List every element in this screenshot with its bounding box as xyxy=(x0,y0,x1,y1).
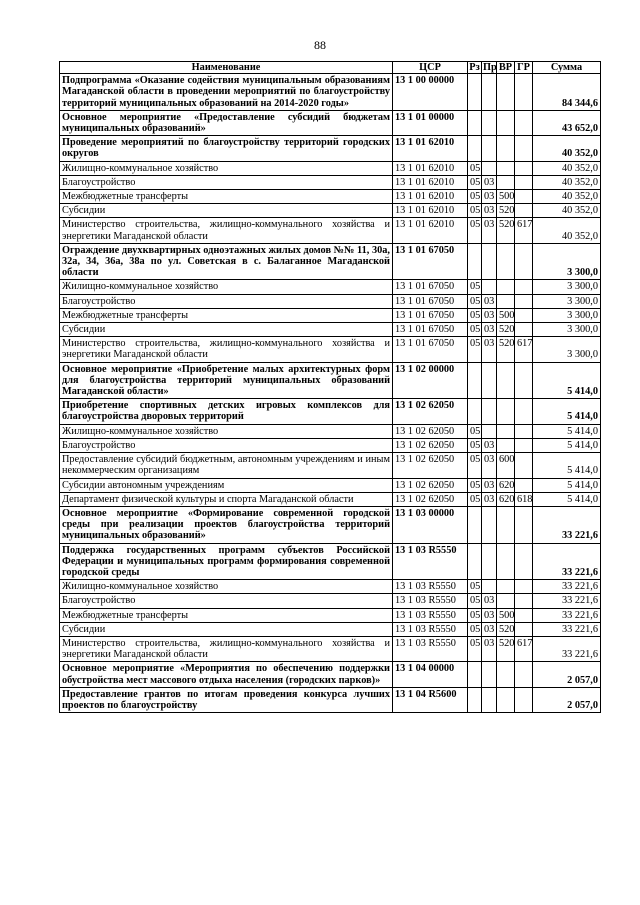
cell-rz: 05 xyxy=(468,323,482,337)
table-row xyxy=(60,580,601,594)
cell-rz: 05 xyxy=(468,218,482,243)
cell-name: Субсидии xyxy=(60,204,393,218)
cell-csr: 13 1 04 00000 xyxy=(393,662,468,687)
cell-name: Межбюджетные трансферты xyxy=(60,608,393,622)
cell-csr: 13 1 01 00000 xyxy=(393,110,468,135)
cell-vr xyxy=(497,110,515,135)
cell-csr: 13 1 03 R5550 xyxy=(393,636,468,661)
cell-pr: 03 xyxy=(482,337,497,362)
page-number: 88 xyxy=(314,38,326,52)
cell-csr: 13 1 03 00000 xyxy=(393,506,468,543)
table-row xyxy=(60,622,601,636)
table-row xyxy=(60,161,601,175)
cell-rz xyxy=(468,110,482,135)
cell-vr xyxy=(497,687,515,712)
cell-vr xyxy=(497,136,515,161)
cell-vr: 600 xyxy=(497,453,515,478)
table-row xyxy=(60,424,601,438)
cell-vr xyxy=(497,424,515,438)
table-row xyxy=(60,243,601,280)
cell-csr: 13 1 01 67050 xyxy=(393,294,468,308)
cell-sum: 2 057,0 xyxy=(533,687,601,712)
cell-pr: 03 xyxy=(482,492,497,506)
cell-pr: 03 xyxy=(482,323,497,337)
cell-sum: 3 300,0 xyxy=(533,308,601,322)
cell-pr: 03 xyxy=(482,636,497,661)
cell-csr: 13 1 02 62050 xyxy=(393,399,468,424)
cell-gr xyxy=(515,323,533,337)
cell-name: Ограждение двухквартирных одноэтажных жилых домов №№ 11, 30а, 32а, 34, 36а, 38а по ул. Советская в с. Балаганное Магаданской области xyxy=(60,243,393,280)
cell-vr xyxy=(497,662,515,687)
cell-pr xyxy=(482,110,497,135)
cell-gr xyxy=(515,594,533,608)
cell-pr: 03 xyxy=(482,175,497,189)
cell-pr: 03 xyxy=(482,190,497,204)
cell-vr xyxy=(497,580,515,594)
cell-vr: 520 xyxy=(497,622,515,636)
cell-rz: 05 xyxy=(468,492,482,506)
cell-csr: 13 1 01 62010 xyxy=(393,218,468,243)
cell-csr: 13 1 00 00000 xyxy=(393,74,468,111)
cell-pr: 03 xyxy=(482,608,497,622)
cell-sum: 3 300,0 xyxy=(533,337,601,362)
cell-rz xyxy=(468,362,482,399)
cell-name: Приобретение спортивных детских игровых комплексов для благоустройства дворовых территорий xyxy=(60,399,393,424)
cell-rz xyxy=(468,136,482,161)
cell-name: Межбюджетные трансферты xyxy=(60,308,393,322)
table-row xyxy=(60,543,601,580)
cell-sum: 5 414,0 xyxy=(533,424,601,438)
cell-gr xyxy=(515,362,533,399)
cell-pr xyxy=(482,399,497,424)
cell-pr: 03 xyxy=(482,478,497,492)
cell-rz: 05 xyxy=(468,478,482,492)
cell-gr xyxy=(515,687,533,712)
cell-rz: 05 xyxy=(468,204,482,218)
cell-pr xyxy=(482,280,497,294)
cell-gr xyxy=(515,622,533,636)
cell-name: Основное мероприятие «Мероприятия по обеспечению поддержки обустройства мест массового отдыха населения (городских парков)» xyxy=(60,662,393,687)
table-row xyxy=(60,506,601,543)
cell-csr: 13 1 03 R5550 xyxy=(393,580,468,594)
cell-sum: 33 221,6 xyxy=(533,622,601,636)
cell-pr xyxy=(482,580,497,594)
cell-vr: 620 xyxy=(497,492,515,506)
cell-sum: 3 300,0 xyxy=(533,243,601,280)
cell-name: Департамент физической культуры и спорта Магаданской области xyxy=(60,492,393,506)
cell-pr xyxy=(482,424,497,438)
cell-gr xyxy=(515,543,533,580)
header-csr: ЦСР xyxy=(393,62,468,74)
cell-pr xyxy=(482,136,497,161)
table-row xyxy=(60,453,601,478)
cell-rz xyxy=(468,662,482,687)
cell-rz xyxy=(468,543,482,580)
table-row xyxy=(60,399,601,424)
cell-name: Проведение мероприятий по благоустройству территорий городских округов xyxy=(60,136,393,161)
cell-vr xyxy=(497,175,515,189)
cell-sum: 33 221,6 xyxy=(533,580,601,594)
cell-sum: 3 300,0 xyxy=(533,294,601,308)
cell-gr xyxy=(515,438,533,452)
cell-gr xyxy=(515,580,533,594)
header-name: Наименование xyxy=(60,62,393,74)
cell-name: Жилищно-коммунальное хозяйство xyxy=(60,424,393,438)
budget-table xyxy=(59,61,601,713)
table-row xyxy=(60,280,601,294)
cell-pr: 03 xyxy=(482,594,497,608)
cell-name: Благоустройство xyxy=(60,175,393,189)
cell-gr xyxy=(515,453,533,478)
table-row xyxy=(60,175,601,189)
cell-gr xyxy=(515,399,533,424)
header-gr: ГР xyxy=(515,62,533,74)
cell-csr: 13 1 02 62050 xyxy=(393,478,468,492)
cell-rz: 05 xyxy=(468,337,482,362)
header-sum: Сумма xyxy=(533,62,601,74)
cell-name: Предоставление грантов по итогам проведения конкурса лучших проектов по благоустройству xyxy=(60,687,393,712)
table-row xyxy=(60,110,601,135)
header-rz: Рз xyxy=(469,62,480,73)
cell-name: Предоставление субсидий бюджетным, автономным учреждениям и иным некоммерческим организациям xyxy=(60,453,393,478)
cell-sum: 5 414,0 xyxy=(533,478,601,492)
cell-sum: 40 352,0 xyxy=(533,161,601,175)
cell-sum: 5 414,0 xyxy=(533,453,601,478)
cell-vr xyxy=(497,594,515,608)
cell-sum: 40 352,0 xyxy=(533,190,601,204)
cell-csr: 13 1 02 62050 xyxy=(393,492,468,506)
cell-name: Основное мероприятие «Предоставление субсидий бюджетам муниципальных образований» xyxy=(60,110,393,135)
cell-name: Благоустройство xyxy=(60,438,393,452)
cell-rz xyxy=(468,243,482,280)
cell-sum: 33 221,6 xyxy=(533,636,601,661)
table-row xyxy=(60,438,601,452)
cell-rz: 05 xyxy=(468,190,482,204)
cell-csr: 13 1 01 62010 xyxy=(393,161,468,175)
cell-csr: 13 1 02 62050 xyxy=(393,438,468,452)
cell-pr: 03 xyxy=(482,294,497,308)
cell-name: Основное мероприятие «Приобретение малых архитектурных форм для благоустройства территорий муниципальных образований Магаданской области» xyxy=(60,362,393,399)
cell-name: Основное мероприятие «Формирование современной городской среды при реализации проектов благоустройства территорий муниципальных образований» xyxy=(60,506,393,543)
cell-rz: 05 xyxy=(468,580,482,594)
table-row xyxy=(60,190,601,204)
cell-vr: 500 xyxy=(497,308,515,322)
table-row xyxy=(60,492,601,506)
cell-name: Благоустройство xyxy=(60,294,393,308)
cell-name: Субсидии xyxy=(60,323,393,337)
table-row xyxy=(60,204,601,218)
table-row xyxy=(60,218,601,243)
cell-name: Поддержка государственных программ субъектов Российской Федерации и муниципальных программ формирования современной городской среды xyxy=(60,543,393,580)
cell-vr xyxy=(497,399,515,424)
cell-rz: 05 xyxy=(468,438,482,452)
cell-gr xyxy=(515,74,533,111)
cell-gr: 617 xyxy=(515,636,533,661)
cell-vr xyxy=(497,161,515,175)
cell-csr: 13 1 02 62050 xyxy=(393,453,468,478)
cell-sum: 3 300,0 xyxy=(533,280,601,294)
cell-sum: 33 221,6 xyxy=(533,506,601,543)
cell-csr: 13 1 01 67050 xyxy=(393,280,468,294)
cell-name: Субсидии xyxy=(60,622,393,636)
cell-pr xyxy=(482,243,497,280)
cell-sum: 40 352,0 xyxy=(533,175,601,189)
table-row xyxy=(60,594,601,608)
cell-gr xyxy=(515,478,533,492)
table-row xyxy=(60,337,601,362)
cell-name: Подпрограмма «Оказание содействия муниципальным образованиям Магаданской области в проведении мероприятий по благоустройству территорий муниципальных образований на 2014-2020 годы» xyxy=(60,74,393,111)
cell-gr xyxy=(515,175,533,189)
cell-vr: 520 xyxy=(497,337,515,362)
cell-name: Жилищно-коммунальное хозяйство xyxy=(60,161,393,175)
cell-vr xyxy=(497,543,515,580)
cell-pr: 03 xyxy=(482,622,497,636)
cell-name: Межбюджетные трансферты xyxy=(60,190,393,204)
header-vr: ВР xyxy=(497,62,515,74)
table-row xyxy=(60,636,601,661)
cell-csr: 13 1 01 67050 xyxy=(393,323,468,337)
cell-sum: 33 221,6 xyxy=(533,543,601,580)
cell-vr: 520 xyxy=(497,323,515,337)
cell-sum: 40 352,0 xyxy=(533,204,601,218)
cell-csr: 13 1 03 R5550 xyxy=(393,622,468,636)
cell-pr xyxy=(482,543,497,580)
cell-sum: 5 414,0 xyxy=(533,362,601,399)
cell-sum: 33 221,6 xyxy=(533,594,601,608)
cell-rz: 05 xyxy=(468,594,482,608)
cell-name: Жилищно-коммунальное хозяйство xyxy=(60,580,393,594)
cell-gr xyxy=(515,662,533,687)
cell-csr: 13 1 01 62010 xyxy=(393,190,468,204)
cell-vr: 500 xyxy=(497,608,515,622)
cell-pr xyxy=(482,687,497,712)
table-row xyxy=(60,478,601,492)
table-row xyxy=(60,74,601,111)
cell-gr xyxy=(515,110,533,135)
cell-csr: 13 1 01 67050 xyxy=(393,337,468,362)
cell-gr xyxy=(515,294,533,308)
cell-rz xyxy=(468,687,482,712)
cell-csr: 13 1 01 62010 xyxy=(393,204,468,218)
cell-gr: 617 xyxy=(515,218,533,243)
cell-vr: 500 xyxy=(497,190,515,204)
cell-gr xyxy=(515,136,533,161)
cell-sum: 43 652,0 xyxy=(533,110,601,135)
cell-gr xyxy=(515,424,533,438)
cell-sum: 40 352,0 xyxy=(533,136,601,161)
table-row xyxy=(60,294,601,308)
cell-vr xyxy=(497,74,515,111)
cell-sum: 5 414,0 xyxy=(533,399,601,424)
cell-csr: 13 1 01 62010 xyxy=(393,136,468,161)
cell-vr xyxy=(497,362,515,399)
table-row xyxy=(60,362,601,399)
cell-gr: 618 xyxy=(515,492,533,506)
cell-pr xyxy=(482,161,497,175)
table-row xyxy=(60,687,601,712)
cell-vr xyxy=(497,243,515,280)
cell-rz: 05 xyxy=(468,608,482,622)
cell-rz: 05 xyxy=(468,161,482,175)
cell-name: Министерство строительства, жилищно-коммунального хозяйства и энергетики Магаданской области xyxy=(60,218,393,243)
cell-gr xyxy=(515,243,533,280)
cell-vr xyxy=(497,506,515,543)
cell-csr: 13 1 02 62050 xyxy=(393,424,468,438)
cell-sum: 3 300,0 xyxy=(533,323,601,337)
cell-gr xyxy=(515,608,533,622)
cell-sum: 84 344,6 xyxy=(533,74,601,111)
cell-pr: 03 xyxy=(482,204,497,218)
cell-sum: 5 414,0 xyxy=(533,438,601,452)
cell-gr xyxy=(515,308,533,322)
cell-pr xyxy=(482,74,497,111)
cell-csr: 13 1 01 67050 xyxy=(393,243,468,280)
cell-pr xyxy=(482,662,497,687)
cell-pr xyxy=(482,362,497,399)
cell-rz: 05 xyxy=(468,294,482,308)
cell-rz: 05 xyxy=(468,453,482,478)
cell-rz: 05 xyxy=(468,280,482,294)
cell-pr xyxy=(482,506,497,543)
cell-name: Министерство строительства, жилищно-коммунального хозяйства и энергетики Магаданской области xyxy=(60,337,393,362)
cell-vr xyxy=(497,280,515,294)
cell-rz: 05 xyxy=(468,424,482,438)
table-body xyxy=(60,74,601,713)
cell-vr xyxy=(497,438,515,452)
cell-vr: 520 xyxy=(497,636,515,661)
cell-csr: 13 1 01 67050 xyxy=(393,308,468,322)
cell-pr: 03 xyxy=(482,453,497,478)
cell-csr: 13 1 03 R5550 xyxy=(393,543,468,580)
cell-vr: 520 xyxy=(497,204,515,218)
cell-gr xyxy=(515,190,533,204)
cell-csr: 13 1 02 00000 xyxy=(393,362,468,399)
cell-name: Министерство строительства, жилищно-коммунального хозяйства и энергетики Магаданской области xyxy=(60,636,393,661)
table-row xyxy=(60,308,601,322)
cell-csr: 13 1 03 R5550 xyxy=(393,594,468,608)
table-row xyxy=(60,136,601,161)
cell-rz: 05 xyxy=(468,636,482,661)
table-row xyxy=(60,608,601,622)
cell-gr xyxy=(515,161,533,175)
cell-gr: 617 xyxy=(515,337,533,362)
cell-pr: 03 xyxy=(482,438,497,452)
cell-csr: 13 1 01 62010 xyxy=(393,175,468,189)
cell-name: Благоустройство xyxy=(60,594,393,608)
cell-rz xyxy=(468,506,482,543)
cell-gr xyxy=(515,280,533,294)
cell-gr xyxy=(515,506,533,543)
table-header-row xyxy=(60,62,601,74)
cell-vr: 620 xyxy=(497,478,515,492)
cell-pr: 03 xyxy=(482,308,497,322)
cell-name: Жилищно-коммунальное хозяйство xyxy=(60,280,393,294)
cell-rz xyxy=(468,399,482,424)
cell-sum: 33 221,6 xyxy=(533,608,601,622)
cell-pr: 03 xyxy=(482,218,497,243)
cell-csr: 13 1 03 R5550 xyxy=(393,608,468,622)
cell-vr: 520 xyxy=(497,218,515,243)
cell-csr: 13 1 04 R5600 xyxy=(393,687,468,712)
cell-sum: 40 352,0 xyxy=(533,218,601,243)
cell-rz xyxy=(468,74,482,111)
cell-sum: 5 414,0 xyxy=(533,492,601,506)
cell-vr xyxy=(497,294,515,308)
header-pr: Пр xyxy=(483,62,497,73)
cell-sum: 2 057,0 xyxy=(533,662,601,687)
cell-gr xyxy=(515,204,533,218)
cell-rz: 05 xyxy=(468,308,482,322)
cell-name: Субсидии автономным учреждениям xyxy=(60,478,393,492)
cell-rz: 05 xyxy=(468,175,482,189)
cell-rz: 05 xyxy=(468,622,482,636)
table-row xyxy=(60,662,601,687)
table-row xyxy=(60,323,601,337)
